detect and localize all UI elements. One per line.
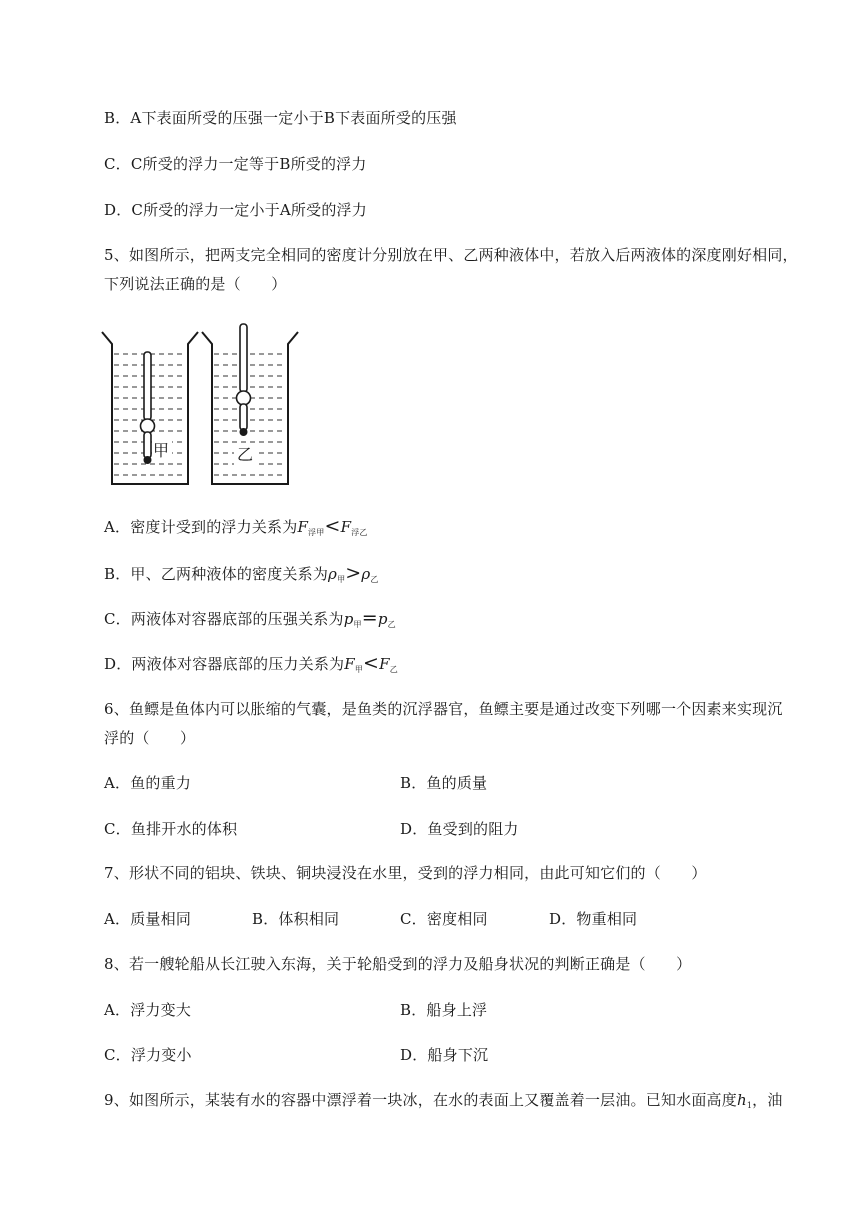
q5-stem-line1: 5、如图所示，把两支完全相同的密度计分别放在甲、乙两种液体中，若放入后两液体的深度刚好相同， xyxy=(104,246,798,264)
q6-option-c: C．鱼排开水的体积 xyxy=(104,820,238,838)
q8-stem: 8、若一艘轮船从长江驶入东海，关于轮船受到的浮力及船身状况的判断正确是（ ） xyxy=(104,955,692,973)
q6-option-a: A．鱼的重力 xyxy=(104,774,192,792)
q7-option-a: A．质量相同 xyxy=(104,910,192,928)
q5-stem-line2: 下列说法正确的是（ ） xyxy=(104,275,287,293)
q8-option-c: C．浮力变小 xyxy=(104,1046,192,1064)
q9-stem: 9、如图所示，某装有水的容器中漂浮着一块冰，在水的表面上又覆盖着一层油。已知水面高度$h_1$，油 xyxy=(104,1091,783,1110)
q5-option-b: B．甲、乙两种液体的密度关系为$\rho_甲>\rho_乙$ xyxy=(104,562,379,584)
figure-label-yi: 乙 xyxy=(237,445,254,464)
q6-stem-line1: 6、鱼鳔是鱼体内可以胀缩的气囊，是鱼类的沉浮器官，鱼鳔主要是通过改变下列哪一个因素来实现沉 xyxy=(104,700,783,718)
q6-stem-line2: 浮的（ ） xyxy=(104,729,196,747)
q6-option-b: B．鱼的质量 xyxy=(400,774,488,792)
q4-option-c: C．C所受的浮力一定等于B所受的浮力 xyxy=(104,155,367,173)
q5-option-d: D．两液体对容器底部的压力关系为$F_甲<F_乙$ xyxy=(104,652,398,674)
q5-option-c: C．两液体对容器底部的压强关系为$p_甲=p_乙$ xyxy=(104,607,396,629)
figure-label-jia: 甲 xyxy=(153,441,170,460)
q6-option-row1 xyxy=(104,772,191,794)
q6-option-d: D．鱼受到的阻力 xyxy=(400,820,519,838)
q8-option-a: A．浮力变大 xyxy=(104,1001,192,1019)
q5-option-a: A．密度计受到的浮力关系为$F_{浮甲}<F_{浮乙}$ xyxy=(104,515,368,537)
q4-option-d: D．C所受的浮力一定小于A所受的浮力 xyxy=(104,201,367,219)
q7-option-c: C．密度相同 xyxy=(400,910,488,928)
q7-option-b: B．体积相同 xyxy=(252,910,340,928)
q8-option-b: B．船身上浮 xyxy=(400,1001,488,1019)
q4-option-b: B．A下表面所受的压强一定小于B下表面所受的压强 xyxy=(104,109,457,127)
q7-stem: 7、形状不同的铝块、铁块、铜块浸没在水里，受到的浮力相同，由此可知它们的（ ） xyxy=(104,864,707,882)
q8-option-d: D．船身下沉 xyxy=(400,1046,489,1064)
q7-option-d: D．物重相同 xyxy=(549,910,638,928)
hydrometer-figure xyxy=(100,320,300,490)
